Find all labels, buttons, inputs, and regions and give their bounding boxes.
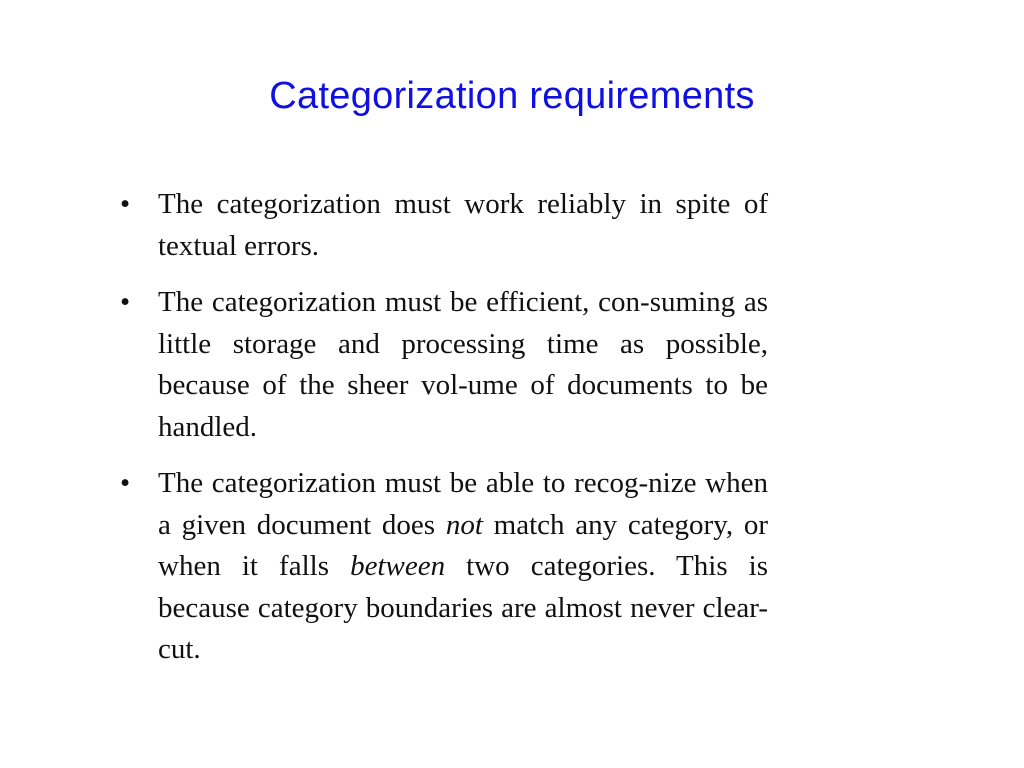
bullet-item-3 <box>118 463 768 671</box>
bullet-list <box>118 184 768 671</box>
bullet-item-1 <box>118 184 768 267</box>
bullet-dot-icon: • <box>120 286 131 318</box>
bullet-text-2: The categorization must be efficient, con-suming as little storage and processing time as possible, because of the sheer vol-ume of documents to be handled. <box>158 286 768 443</box>
bullet-dot-icon: • <box>120 467 131 499</box>
slide-title: Categorization requirements <box>269 75 755 117</box>
bullet-text-3-part-1: The categorization must be able to recog-nize when a given document does <box>158 467 768 541</box>
bullet-text-1: The categorization must work reliably in spite of textual errors. <box>158 188 768 262</box>
emphasis-not: not <box>445 508 483 541</box>
bullet-text-3-part-2: match any category, or when it falls <box>158 508 768 582</box>
bullet-item-2 <box>118 282 768 448</box>
bullet-dot-icon: • <box>120 188 131 220</box>
bullet-text-3-part-3: two categories. This is because category boundaries are almost never clear-cut. <box>158 550 769 665</box>
emphasis-between: between <box>350 550 446 582</box>
